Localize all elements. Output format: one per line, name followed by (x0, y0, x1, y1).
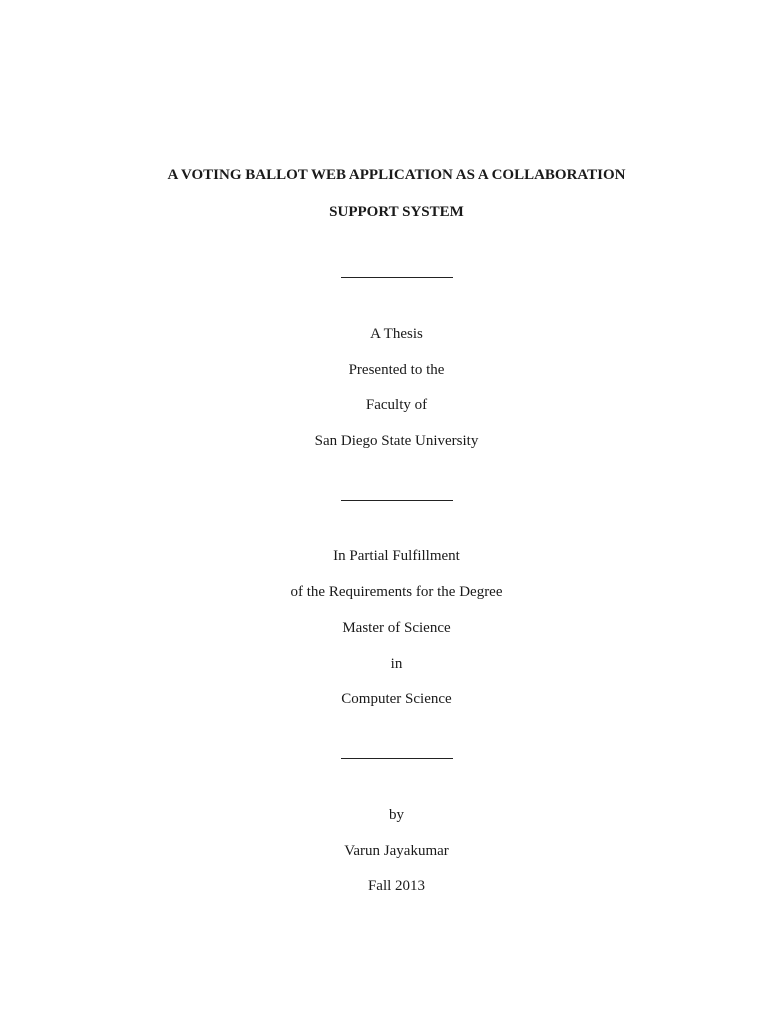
university-name: San Diego State University (314, 433, 479, 449)
field-of-study: Computer Science (341, 691, 452, 707)
thesis-title-line-2: SUPPORT SYSTEM (329, 204, 464, 220)
section-divider-3 (341, 758, 453, 759)
presented-to-text: Presented to the (348, 362, 445, 378)
by-text: by (389, 807, 404, 823)
section-divider-1 (341, 277, 453, 278)
section-divider-2 (341, 500, 453, 501)
thesis-label: A Thesis (370, 326, 423, 342)
author-name: Varun Jayakumar (344, 843, 449, 859)
partial-fulfillment-text: In Partial Fulfillment (333, 548, 460, 564)
faculty-of-text: Faculty of (365, 397, 428, 413)
degree-name: Master of Science (342, 620, 451, 636)
in-text: in (390, 656, 403, 672)
degree-requirements-text: of the Requirements for the Degree (290, 584, 503, 600)
submission-term: Fall 2013 (367, 878, 426, 894)
thesis-title-line-1: A VOTING BALLOT WEB APPLICATION AS A COLLABORATION (167, 167, 626, 183)
